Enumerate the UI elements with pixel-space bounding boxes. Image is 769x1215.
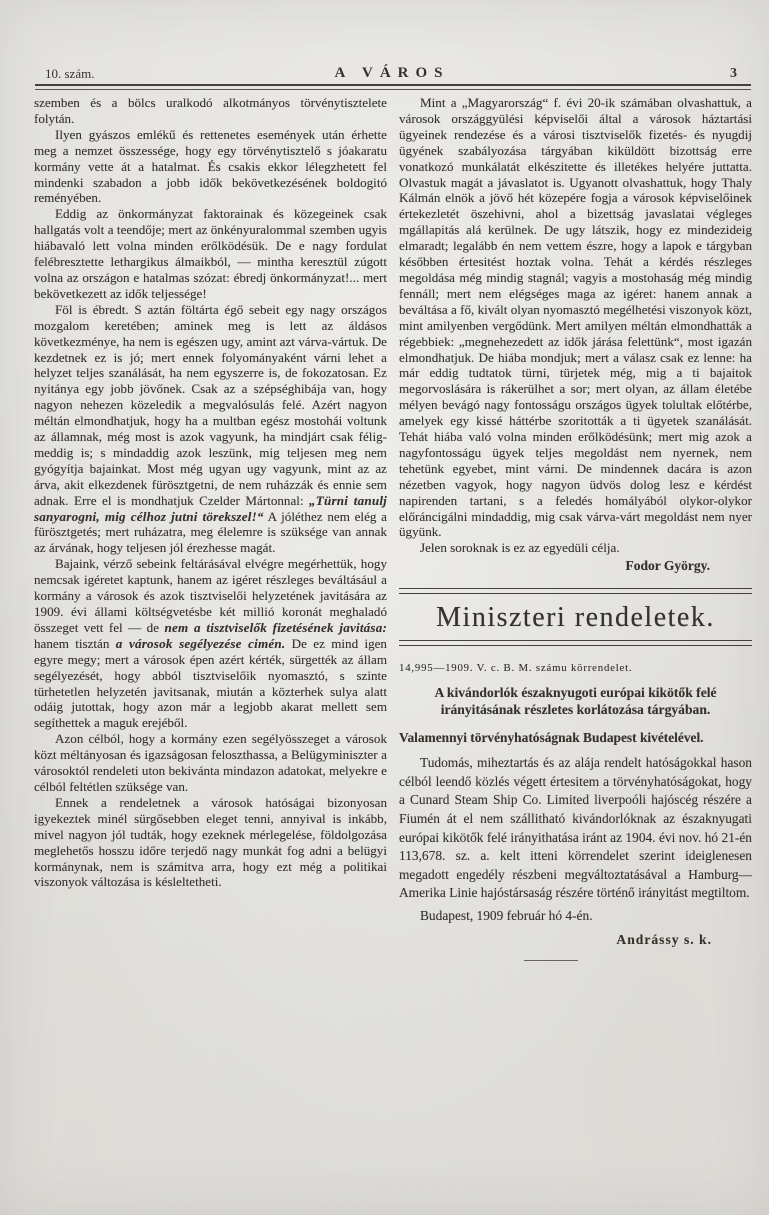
issue-number: 10. szám. xyxy=(45,66,95,81)
paper-title: A VÁROS xyxy=(334,65,450,81)
lead-article xyxy=(399,95,752,556)
decree-number: 14,995—1909. V. c. B. M. számu körrendelet. xyxy=(399,662,633,675)
paragraph: Jelen soroknak is ez az egyedüli célja. xyxy=(420,540,620,556)
end-rule xyxy=(524,960,578,961)
emphasized-text: „Türni tanulj sanyarogni, mig célhoz jutni törekszel!“ xyxy=(34,492,387,524)
paragraph: Azon célból, hogy a kormány ezen segélyösszeget a városok közt méltányosan és igazságosan feloszthassa, a Belügyminiszter a városoktól rendeleti uton bekivánta mindazon adatokat, melyekre e célból feltétlen szüksége van. xyxy=(34,731,387,794)
right-column xyxy=(399,95,752,961)
text-columns xyxy=(34,95,752,961)
paragraph: Bajaink, vérző sebeink feltárásával elvégre megérhettük, hogy nemcsak igéretet kaptunk, hanem az igéret részleges beváltásául a kormány a városok és azok tisztviselői helyzetének javitására az 1909. évi állami költségvetésbe két millió koronát meghaladó összeget vett fel — de nem a tisztviselők fizetésének javitása: hanem tisztán a városok segélyezése cimén. De ez mind igen egyre megy; mert a városok épen azért kérték, sürgették az állam segélyezését, hogy abból tisztviselőik nyomasztó, s szinte türhetetlen helyzetén javitsanak, miután a közterhek sulya alatt odáig jutottak, hogy azon már a legjobb akarat mellett sem segíthettek a maguk erejéből. xyxy=(34,556,388,731)
masthead xyxy=(35,62,749,82)
paragraph: Eddig az önkormányzat faktorainak és közegeinek csak hallgatás volt a teendője; mert az önkényuralommal szemben ugyis hiábavaló lett volna minden erőlködésük. De e nagy fordulat felébresztette lethargikus álmaikból, — mintha keresztül zúgott volna az országon e hatalmas szózat: ébredj önkormányzat!... mert bekövetkezett az idők teljessége! xyxy=(34,206,387,301)
article-byline: Fodor György. xyxy=(625,558,710,574)
section-heading: Miniszteri rendeletek. xyxy=(436,602,715,634)
left-column xyxy=(34,95,387,890)
paragraph: szemben és a bölcs uralkodó alkotmányos törvénytisztelete folytán. xyxy=(34,95,387,126)
section-rule-bottom xyxy=(399,640,752,646)
paragraph: Ilyen gyászos emlékű és rettenetes események után érhette meg a nemzet összessége, hogy egy törvénytisztelő s jóakaratu kormány vette át a hatalmat. És csakis ekkor lélegzhetett fel mindenki szabadon a jobb idők bekövetkezésének boldogitó reményében. xyxy=(34,126,387,206)
decree-title: A kivándorlók északnyugoti európai kikötők felé irányitásának részletes korlátozása tárgyában. xyxy=(434,685,717,718)
emphasized-text: nem a tisztviselők fizetésének javitása: xyxy=(164,619,388,635)
emphasized-text: a városok segélyezése cimén. xyxy=(115,635,286,651)
paragraph: Föl is ébredt. S aztán föltárta égő sebeit egy nagy országos mozgalom keretében; aminek meg is lett az áldásos következménye, ha nem is egészen ugy, amint azt várva-vártuk. De kezdetnek ez is jó; mert ennek folyományaként várni lehet a helyzet teljes szanálását, ha nem egyszerre is, de fokozatosan. Ez nyitánya egy jobb jövőnek. Csak az a szépséghibája van, hogy nagyon nehezen közeledik a megvalósulás felé. Azért nagyon méltán elmondhatjuk, hogy ha a multban egész mostohái voltunk az államnak, még most is azok vagyunk, ha mindjárt csak félig-meddig is; s mindaddig azok leszünk, mig teljesen meg nem gyógyítja bajainkat. Most még ugyan ugy vagyunk, mint az az árva, akit elkezdenek fürösztgetni, de nem ruházzák és ennie sem adnak. Erre el is mondhatjuk Czelder Mártonnal: „Türni tanulj sanyarogni, mig célhoz jutni törekszel!“ A jóléthez nem elég a fürösztgetés; mert ruházatra, meg élelemre is szüksége van annak az árvának, hogy teljesen jól érezhesse magát. xyxy=(34,301,387,556)
masthead-rule xyxy=(35,84,751,90)
section-rule-top xyxy=(399,588,752,594)
page-number: 3 xyxy=(730,66,737,81)
decree-addressee: Valamennyi törvényhatóságnak Budapest kivételével. xyxy=(399,730,704,746)
paragraph: Tudomás, miheztartás és az alája rendelt hatóságokkal hason célból leendő közlés végett értesitem a törvényhatóságokat, hogy a Cunard Steam Ship Co. Limited liverpoóli hajóscég részére a Fiumén át el nem szállitható kivándorlóknak az északnyugati európai kikötők felé irányithatása iránt az 1904. évi nov. hó 21-én 113,678. sz. a. kelt itteni körrendelet szerint ideiglenesen megadott engedély részbeni megváltoztatásával a Hamburg—Amerika Linie hajóstársaság részére történő irányitást megtiltom. xyxy=(399,755,752,901)
decree-body xyxy=(399,754,752,903)
paragraph: Mint a „Magyarország“ f. évi 20-ik számában olvashattuk, a városok országgyülési képviselői által a városok háztartási ügyeinek rendezése és a városi tisztviselők fizetés- és nyugdij ügyének szabályozása tárgyában kiküldött bizottság erre vonatkozó munkálatát elkészitette és illetékes helyére juttatta. Olvastuk magát a jávaslatot is. Ugyanott olvashattuk, hogy Thaly Kálmán elnök a jövő hét közepére fogja a városok képviselőinek értekezletét öszehivni, ahol a bizettság javaslatai végleges mgállapitás alá kerülnek. De ugy látszik, hogy ez mindezideig elmaradt; legalább én nem vettem észre, hogy a lapok e tárgyban későbben értesitést hoztak volna. Tehát a kérdés részleges megoldása még mindig stagnál; vagyis a mostohaság még mindig fennáll; mert nem elégséges maga az igéret: hanem annak a beváltása a fő, kivált olyan nyomasztó megélhetési viszonyok közt, mint amilyenben vergődünk. Mert amilyen méltán elmondhatták a régebbiek: „megnehezedett az idők járása felettünk“, most igazán elmondhatjuk. De hiába mondjuk; mert a válasz csak ez lenne: ha már eddig tudtatok türni, türjetek még, mig a ti bajaitok megorvoslására is rákerülhet a sor; mert olyan, az állam életébe mélyen bevágó nagy fontosságu országos ügyek tolultak előtérbe, amelyek egy kissé háttérbe szoritották a ti ügyetek szanálását. Tehát hiába való volna minden erőlködésünk; mert mig azok a nagyfontosságu ügyek teljes megoldást nem nyernek, nem tehetünk egyebet, mint várni. De mindennek dacára is azon nézetben vagyok, hogy nagyon üdvös dolog lesz e kérdést napirenden tartani, s a feledés homályából olykor-olykor előráncigálni mindaddig, mig csak várva-várt megoldást nem nyer ügyünk. xyxy=(399,95,752,540)
decree-signature: Andrássy s. k. xyxy=(616,931,712,947)
paragraph: Ennek a rendeletnek a városok hatóságai bizonyosan igyekeztek minél sürgősebben eleget tenni, annyival is inkább, mivel nagyon jól tudták, hogy ezeknek mérlegelése, földolgozása meglehetős hosszu időre terjedő nagy munkát fog adni a belügyi kormánynak, nem is számitva arra, hogy ezt még a politikai viszonyok változása is késleltetheti. xyxy=(34,794,387,890)
decree-date-line: Budapest, 1909 február hó 4-én. xyxy=(420,908,593,924)
